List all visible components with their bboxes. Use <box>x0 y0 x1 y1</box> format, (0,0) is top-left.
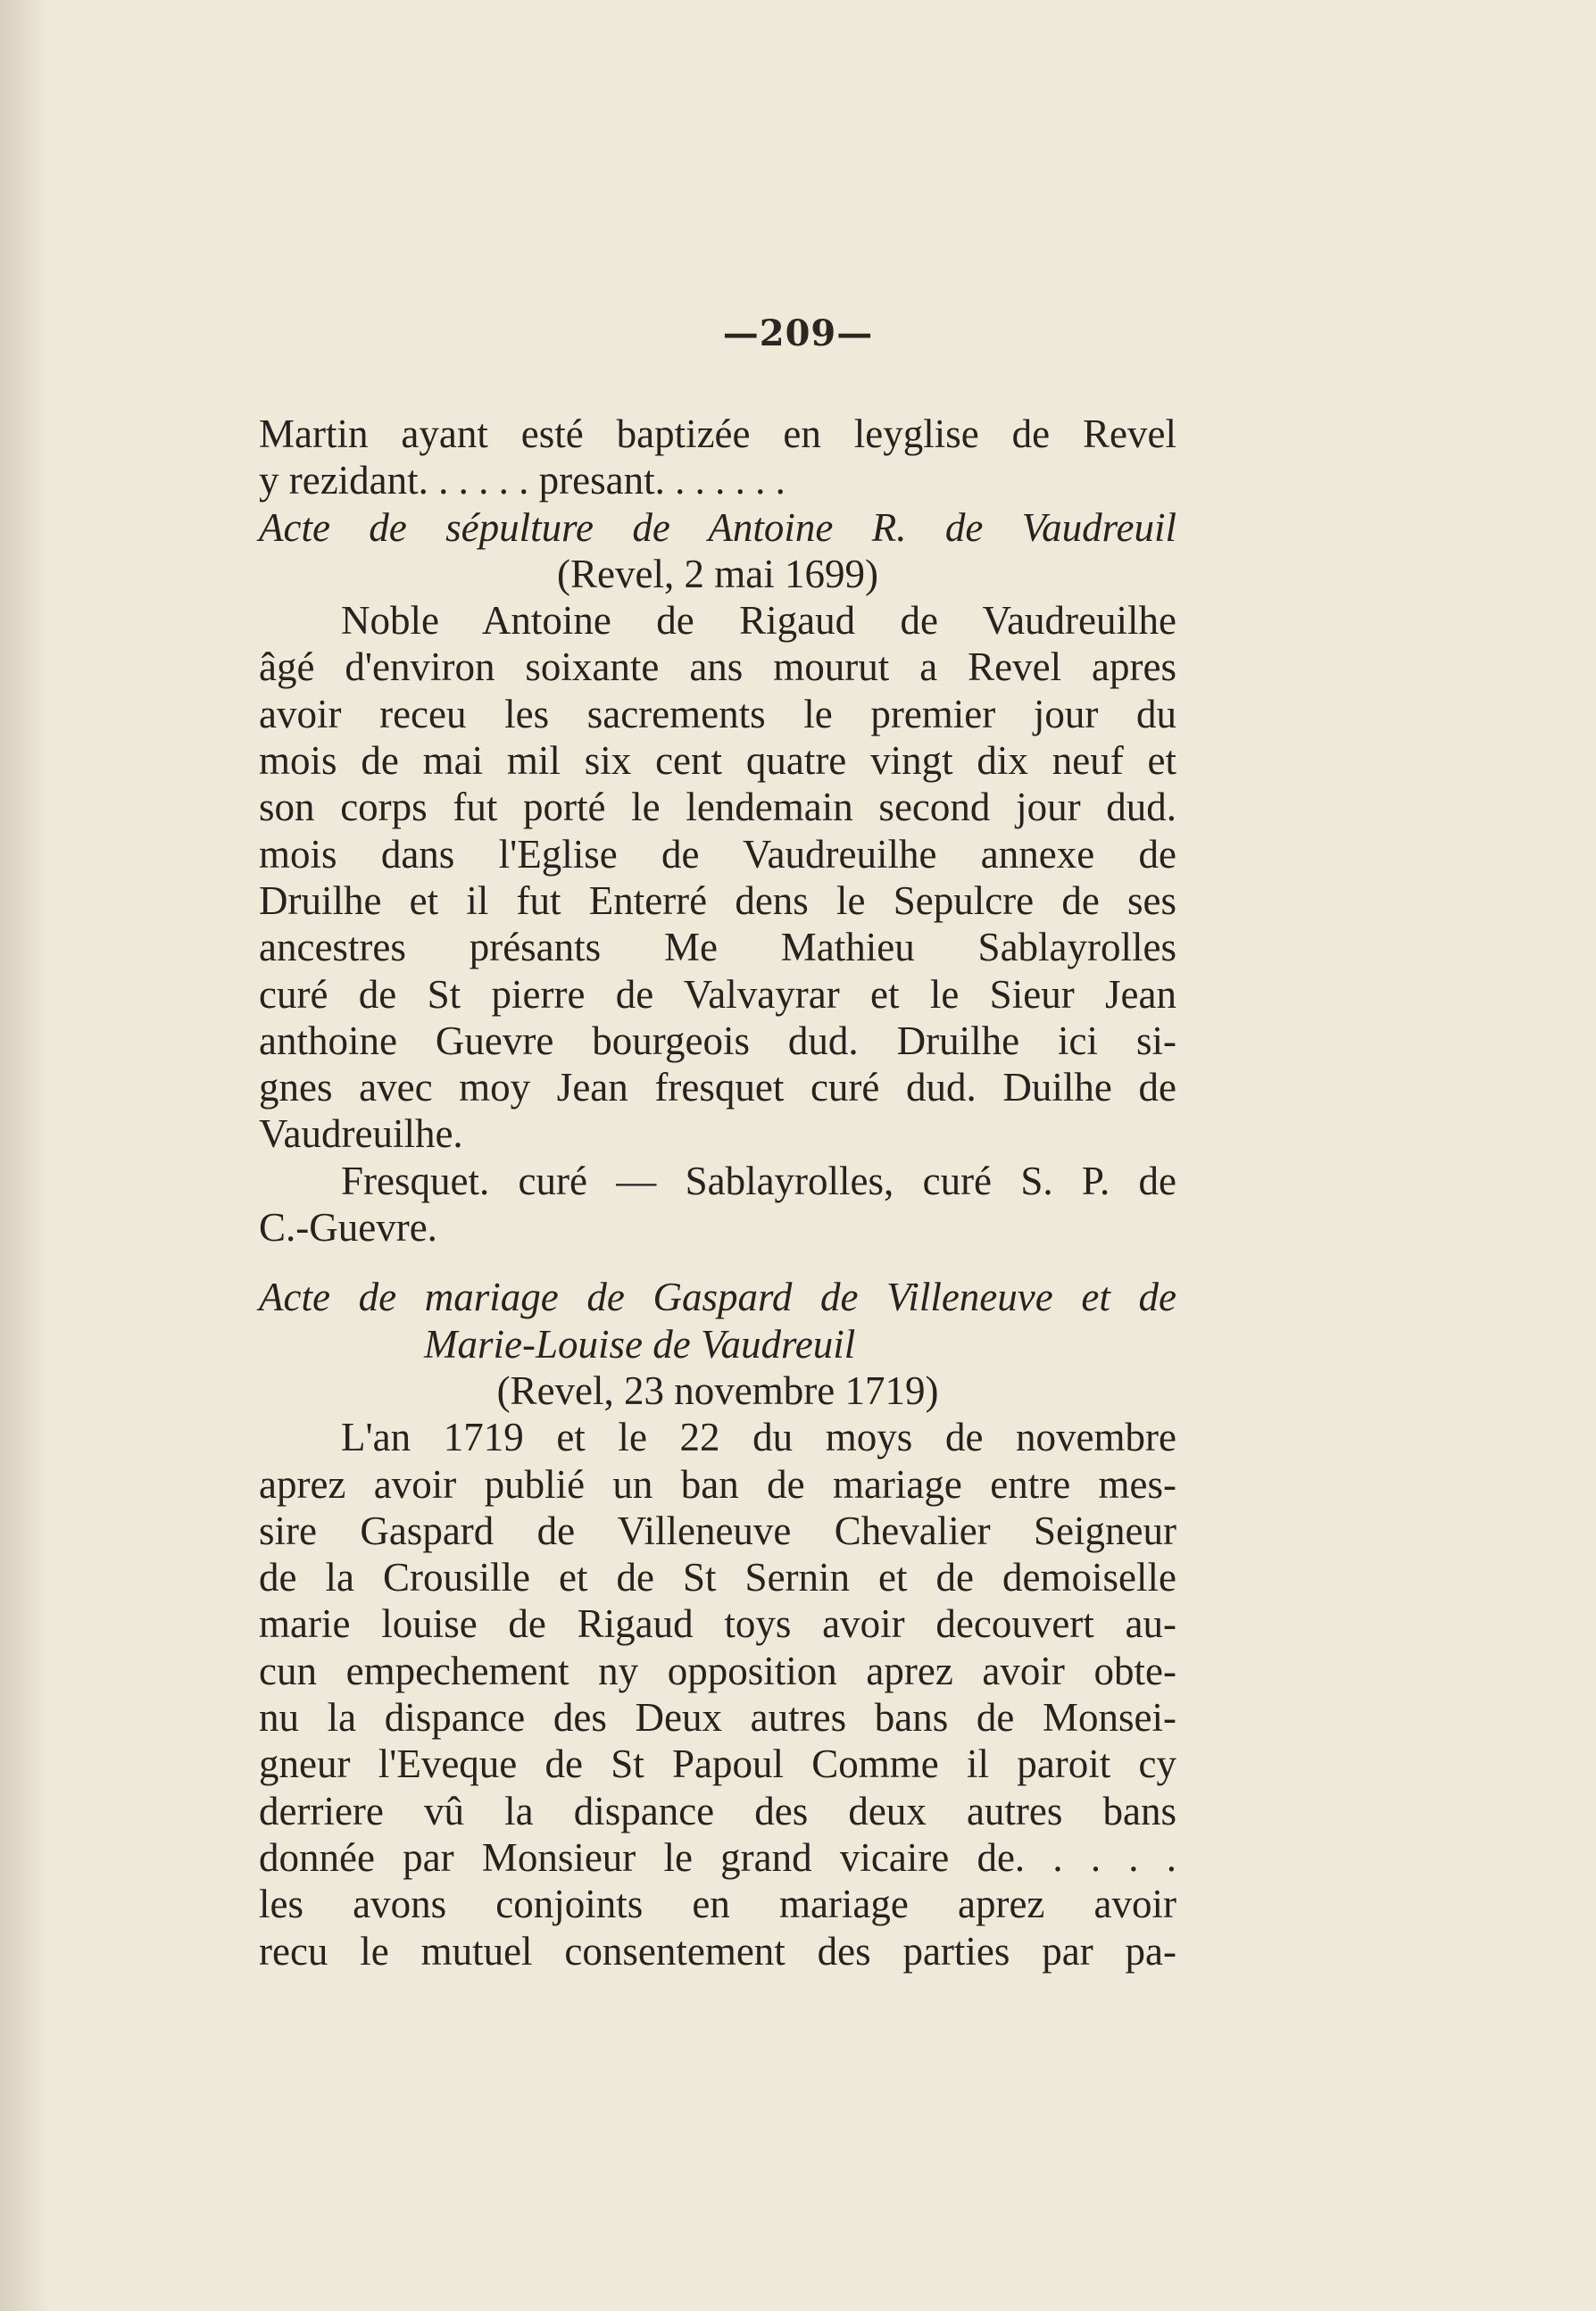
text-line: les avons conjoints en mariage aprez avoir <box>259 1882 1176 1927</box>
body-text <box>259 411 1176 1974</box>
text-line: cun empechement ny opposition aprez avoir obte- <box>259 1648 1176 1693</box>
text-line: L'an 1719 et le 22 du moys de novembre <box>341 1415 1176 1460</box>
text-line: C.-Guevre. <box>259 1205 437 1251</box>
text-line: (Revel, 2 mai 1699) <box>557 551 878 596</box>
text-line: gneur l'Eveque de St Papoul Comme il paroit cy <box>259 1742 1176 1787</box>
text-line: recu le mutuel consentement des parties par pa- <box>259 1928 1176 1974</box>
text-line: Druilhe et il fut Enterré dens le Sepulcre de ses <box>259 877 1176 923</box>
text-line: Vaudreuilhe. <box>259 1111 463 1157</box>
text-line: curé de St pierre de Valvayrar et le Sieur Jean <box>259 971 1176 1017</box>
text-line: (Revel, 23 novembre 1719) <box>496 1367 939 1413</box>
text-line: ancestres présants Me Mathieu Sablayrolles <box>259 925 1176 970</box>
section-heading-line: Acte de sépulture de Antoine R. de Vaudreuil <box>259 504 1176 550</box>
text-line: mois de mai mil six cent quatre vingt dix neuf et <box>259 738 1176 784</box>
text-line: anthoine Guevre bourgeois dud. Druilhe ici si- <box>259 1018 1176 1063</box>
page-number: —209— <box>722 312 874 354</box>
text-line: y rezidant. . . . . . presant. . . . . . . <box>259 458 786 503</box>
text-line: Noble Antoine de Rigaud de Vaudreuilhe <box>341 598 1176 644</box>
text-line: Martin ayant esté baptizée en leyglise de Revel <box>259 411 1176 456</box>
text-line: mois dans l'Eglise de Vaudreuilhe annexe de <box>259 831 1176 877</box>
text-line: marie louise de Rigaud toys avoir decouvert au- <box>259 1601 1176 1647</box>
section-heading-line: Acte de mariage de Gaspard de Villeneuve et de <box>259 1275 1176 1320</box>
text-line: gnes avec moy Jean fresquet curé dud. Duilhe de <box>259 1065 1176 1110</box>
text-line: nu la dispance des Deux autres bans de Monsei- <box>259 1695 1176 1741</box>
text-line: sire Gaspard de Villeneuve Chevalier Seigneur <box>259 1508 1176 1553</box>
text-line: donnée par Monsieur le grand vicaire de. . . . . <box>259 1834 1176 1880</box>
text-line: Fresquet. curé — Sablayrolles, curé S. P. de <box>341 1158 1176 1203</box>
text-line: aprez avoir publié un ban de mariage entre mes- <box>259 1461 1176 1507</box>
text-line: son corps fut porté le lendemain second jour dud. <box>259 785 1176 830</box>
section-heading-line: Marie-Louise de Vaudreuil <box>424 1321 856 1367</box>
text-line: de la Crousille et de St Sernin et de demoiselle <box>259 1555 1176 1600</box>
text-line: derriere vû la dispance des deux autres bans <box>259 1788 1176 1833</box>
text-line: avoir receu les sacrements le premier jour du <box>259 691 1176 736</box>
text-line: âgé d'environ soixante ans mourut a Revel apres <box>259 644 1176 690</box>
section-gap <box>259 1251 1176 1274</box>
